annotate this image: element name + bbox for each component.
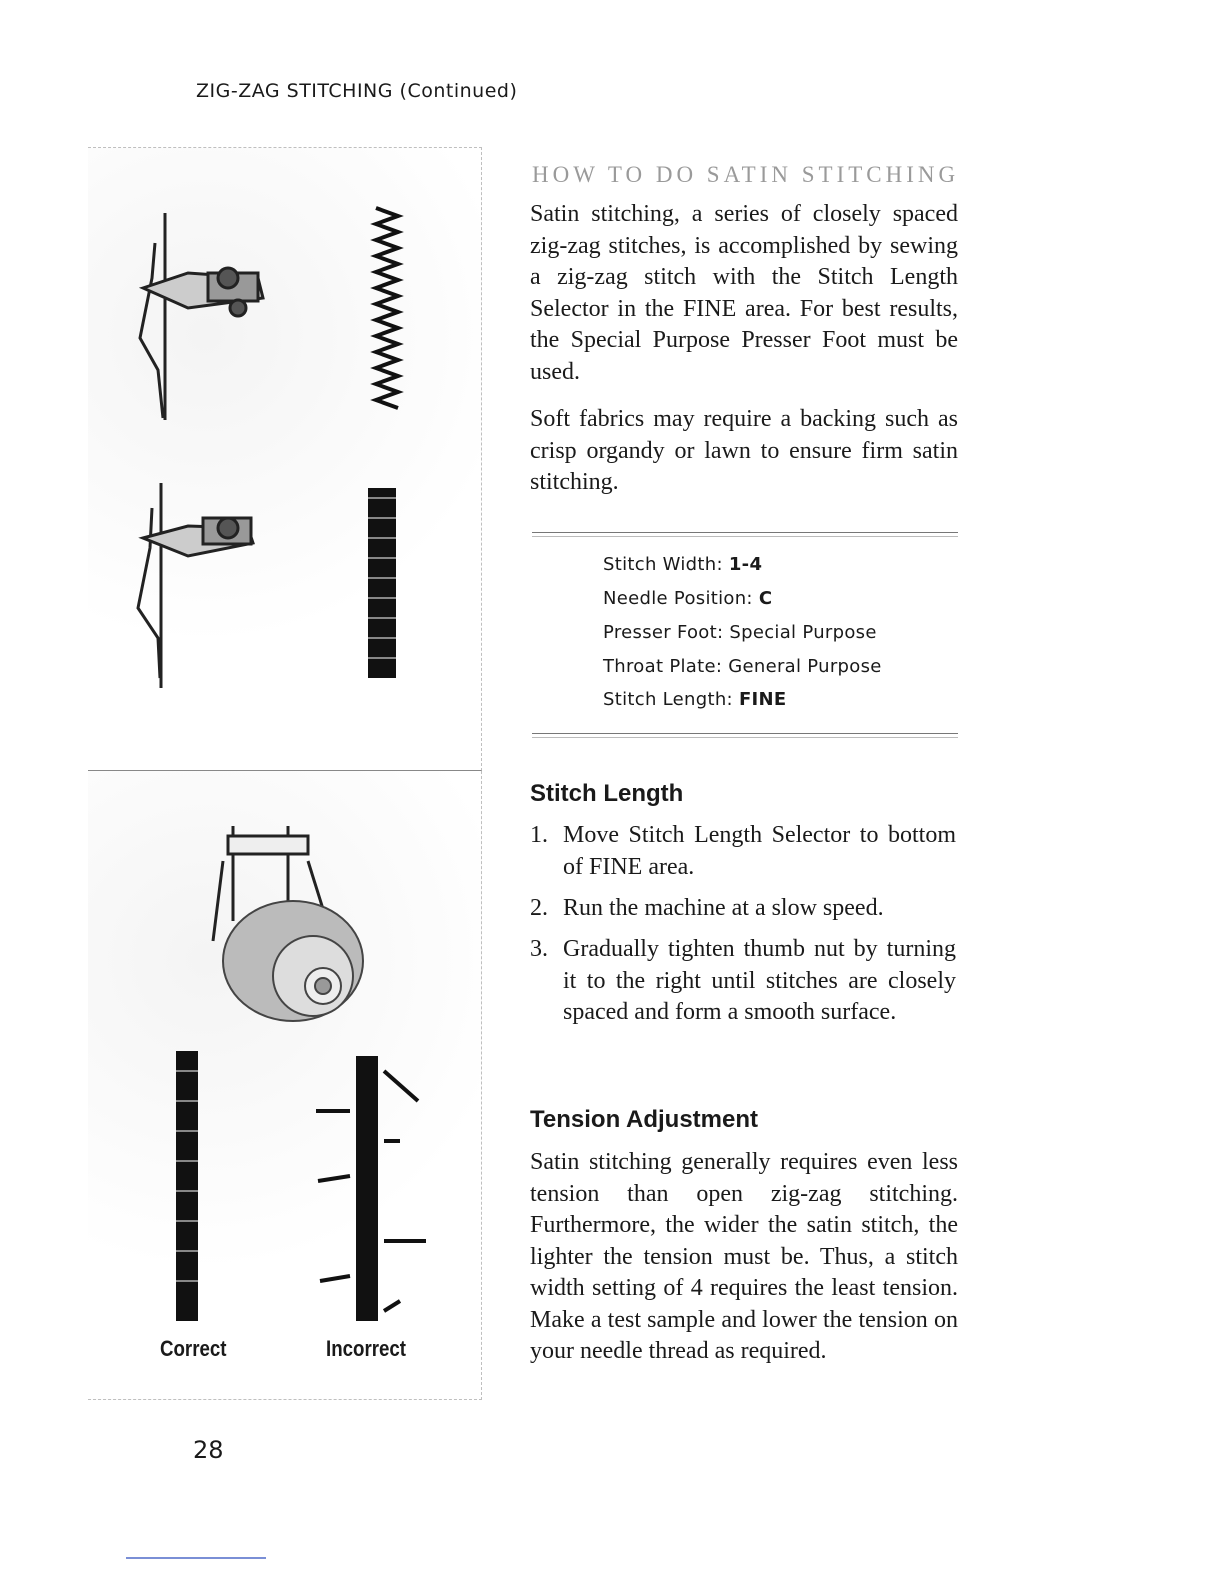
step-text: Move Stitch Length Selector to bottom of FINE area.: [563, 822, 956, 880]
setting-stitch-width: [603, 554, 762, 575]
step-number: 1.: [530, 822, 548, 848]
presser-foot-diagram: [88, 148, 481, 770]
setting-label: Throat Plate:: [603, 656, 723, 677]
settings-top-rule: [532, 532, 958, 533]
step-number: 3.: [530, 936, 548, 962]
setting-needle-position: [603, 588, 772, 609]
setting-value: FINE: [738, 689, 787, 710]
step-text: Run the machine at a slow speed.: [563, 895, 884, 921]
correct-caption: Correct: [160, 1336, 227, 1361]
incorrect-stitch-sample: [356, 1056, 378, 1321]
page-number: 28: [193, 1436, 224, 1464]
setting-value: General Purpose: [728, 656, 882, 677]
setting-throat-plate: [603, 656, 882, 677]
settings-bottom-rule: [532, 733, 958, 734]
tension-heading: Tension Adjustment: [530, 1106, 758, 1133]
setting-stitch-length: [603, 689, 787, 710]
setting-label: Stitch Length:: [603, 689, 733, 710]
footer-rule: [126, 1557, 266, 1559]
stitch-length-heading: Stitch Length: [530, 780, 684, 807]
setting-value: 1-4: [728, 554, 763, 575]
setting-value: Special Purpose: [729, 622, 877, 643]
setting-label: Presser Foot:: [603, 622, 724, 643]
tension-paragraph: Satin stitching generally requires even less tension than open zig-zag stitching. Furthermore, the wider the satin stitch, the lighter the tension must be. Thus, a stitch width setting of 4 requires the least tension. Make a test sample and lower the tension on your needle thread as required.: [530, 1149, 958, 1364]
running-head: ZIG-ZAG STITCHING (Continued): [196, 80, 518, 102]
tension-illustration: [88, 771, 482, 1400]
settings-bottom-rule-inner: [532, 737, 958, 738]
thumb-nut-diagram: [88, 771, 481, 1399]
setting-presser-foot: [603, 622, 877, 643]
satin-heading: HOW TO DO SATIN STITCHING: [532, 162, 960, 187]
setting-value: C: [758, 588, 773, 609]
incorrect-caption: Incorrect: [326, 1336, 407, 1361]
setting-label: Stitch Width:: [603, 554, 723, 575]
setting-label: Needle Position:: [603, 588, 753, 609]
step-number: 2.: [530, 895, 548, 921]
backing-paragraph: Soft fabrics may require a backing such as crisp organdy or lawn to ensure firm satin stitching.: [530, 406, 958, 495]
step-text: Gradually tighten thumb nut by turning it to the right until stitches are closely spaced and form a smooth surface.: [563, 936, 956, 1025]
satin-intro-paragraph: Satin stitching, a series of closely spaced zig-zag stitches, is accomplished by sewing a zig-zag stitch with the Stitch Length Selector in the FINE area. For best results, the Special Purpose Presser Foot must be used.: [530, 201, 958, 385]
stitch-density-illustration: [88, 147, 482, 771]
settings-top-rule-inner: [532, 536, 958, 537]
